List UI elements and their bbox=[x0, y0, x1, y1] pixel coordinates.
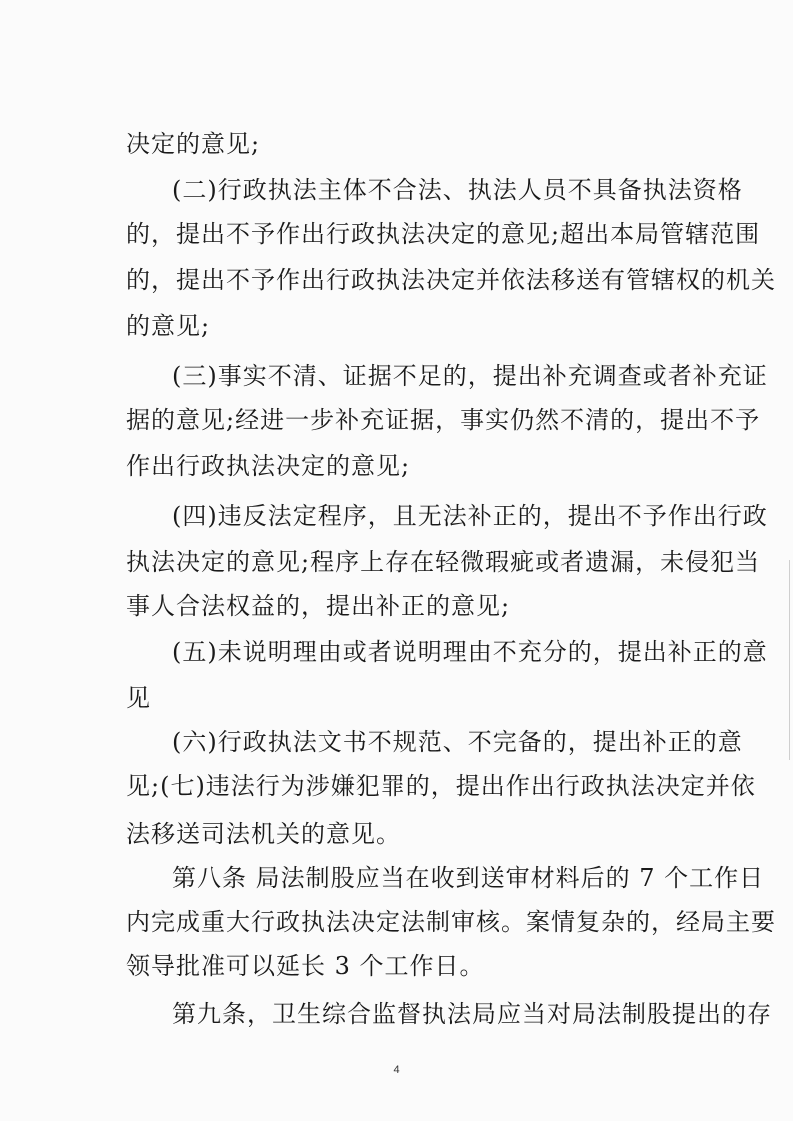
text-line: 作出行政执法决定的意见; bbox=[126, 452, 411, 480]
text-line: 法移送司法机关的意见。 bbox=[126, 820, 401, 848]
text-line: 决定的意见; bbox=[126, 130, 261, 158]
text-line: 的意见; bbox=[126, 312, 211, 340]
text-line: 的，提出不予作出行政执法决定的意见;超出本局管辖范围 bbox=[126, 220, 761, 248]
text-line: (二)行政执法主体不合法、执法人员不具备执法资格 bbox=[172, 176, 743, 204]
text-line: (四)违反法定程序，且无法补正的，提出不予作出行政 bbox=[172, 502, 768, 530]
text-line: 第九条，卫生综合监督执法局应当对局法制股提出的存 bbox=[172, 1000, 772, 1028]
text-line: 见;(七)违法行为涉嫌犯罪的，提出作出行政执法决定并依 bbox=[126, 772, 756, 800]
text-line: 事人合法权益的，提出补正的意见; bbox=[126, 592, 511, 620]
text-line: 执法决定的意见;程序上存在轻微瑕疵或者遗漏，未侵犯当 bbox=[126, 548, 761, 576]
text-line: (六)行政执法文书不规范、不完备的，提出补正的意 bbox=[172, 728, 743, 756]
text-line: (三)事实不清、证据不足的，提出补充调查或者补充证 bbox=[172, 362, 768, 390]
scan-edge-line bbox=[789, 560, 790, 760]
page-number: 4 bbox=[393, 1064, 400, 1076]
text-line: (五)未说明理由或者说明理由不充分的，提出补正的意 bbox=[172, 638, 768, 666]
text-line: 领导批准可以延长 3 个工作日。 bbox=[126, 952, 485, 980]
text-line: 的，提出不予作出行政执法决定并依法移送有管辖权的机关 bbox=[126, 266, 776, 294]
text-line: 第八条 局法制股应当在收到送审材料后的 7 个工作日 bbox=[172, 864, 765, 892]
text-line: 见 bbox=[126, 684, 151, 712]
text-line: 据的意见;经进一步补充证据，事实仍然不清的，提出不予 bbox=[126, 406, 761, 434]
text-line: 内完成重大行政执法决定法制审核。案情复杂的，经局主要 bbox=[126, 908, 776, 936]
